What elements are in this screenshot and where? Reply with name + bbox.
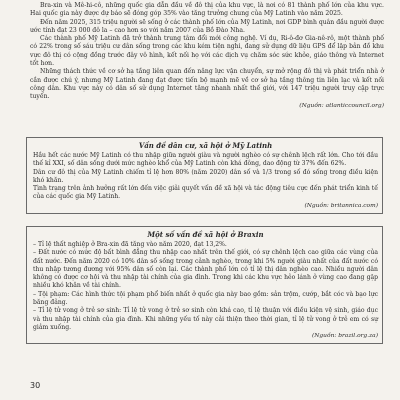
paragraph: Đến năm 2025, 315 triệu người sẽ sống ở các thành phố lớn của Mỹ Latinh, nơi GDP bình quân đầu người được ước tính đạt 23 000 đô la – cao hơn so với năm 2007 của Bồ Đào Nha.	[30, 18, 384, 34]
intro-section	[30, 2, 384, 110]
paragraph: – Tội phạm: Các hình thức tội phạm phổ biến nhất ở quốc gia này bao gồm: sản trộm, cướp, bắt cóc và bạo lực băng đảng.	[33, 290, 378, 307]
info-box-latin-america	[26, 137, 383, 214]
paragraph: Tình trạng trên ảnh hưởng rất lớn đến việc giải quyết vấn đề xã hội và tác động tiêu cực đến phát triển kinh tế của các quốc gia Mỹ Latinh.	[33, 185, 378, 201]
box-title: Vấn đề dân cư, xã hội ở Mỹ Latinh	[138, 141, 273, 150]
paragraph: – Đất nước có mức độ bất bình đẳng thu nhập cao nhất trên thế giới, có sự chênh lệch cao giữa các vùng của đất nước. Đến năm 2020 có 10% dân số sống trong cảnh nghèo, trong khi 5% người giàu nhất của đất nước có thu nhập tương đương với 95% dân số còn lại. Các thành phố lớn có tỉ lệ thị dân nghèo cao. Nhiều người dân không có được cơ hội và thu nhập tài chính của gia đình. Trong khi các khu vực hẻo lánh ở vùng cao đang gặp nhiều khó khăn về tài chính.	[33, 249, 378, 290]
info-box-brazil	[26, 226, 383, 344]
paragraph: – Tỉ lệ thất nghiệp ở Bra-xin đã tăng vào năm 2020, đạt 13,2%.	[33, 241, 227, 248]
source-citation: (Nguồn: atlanticcouncil.org)	[299, 102, 384, 109]
source-citation: (Nguồn: britannica.com)	[304, 202, 378, 209]
paragraph: Hầu hết các nước Mỹ Latinh có thu nhập giữa người giàu và người nghèo có sự chênh lệch rất lớn. Cho tới đầu thế kỉ XXI, số dân sống dưới mức nghèo khổ của Mỹ Latinh còn khá đông, dao động từ 37% đến 62%.	[33, 152, 378, 168]
paragraph: Những thách thức về cơ sở hạ tầng liên quan đến năng lực vận chuyển, sự mở rộng đô thị và phát triển nhà ở cần được chú ý, nhưng Mỹ Latinh đang đạt được tiến bộ mạnh mẽ về cơ sở hạ tầng thông tin liên lạc và kết nối công dân. Khu vực này có dân số sử dụng Internet tăng nhanh nhất thế giới, với 147 triệu người truy cập trực tuyến.	[30, 68, 384, 101]
box-title: Một số vấn đề xã hội ở Braxin	[147, 230, 264, 239]
paragraph: Dân cư đô thị của Mỹ Latinh chiếm tỉ lệ hơn 80% (năm 2020) dân số và 1/3 trong số đó sống trong điều kiện khó khăn.	[33, 168, 378, 184]
paragraph: – Tỉ lệ tử vong ở trẻ sơ sinh: Tỉ lệ tử vong ở trẻ sơ sinh còn khá cao, tỉ lệ thuận với điều kiện vệ sinh, giáo dục và thu nhập tài chính của gia đình. Khi những yếu tố này cải thiện theo thời gian, tỉ lệ tử vong ở trẻ em có sự giảm xuống.	[33, 307, 378, 331]
paragraph: Bra-xin và Mê-hi-cô, những quốc gia dẫn đầu về đô thị của khu vực, là nơi có 81 thành phố lớn của khu vực. Hai quốc gia này được dự báo sẽ đóng góp 35% vào tăng trưởng chung của Mỹ Latinh vào năm 2025.	[30, 2, 384, 18]
source-citation: (Nguồn: brazil.org.za)	[311, 333, 378, 340]
page-number: 30	[30, 381, 41, 390]
paragraph: Các thành phố Mỹ Latinh đã trở thành trung tâm đổi mới công nghệ. Ví dụ, Ri-ô-đơ Gia-nê-rô, một thành phố có 22% trong số sáu triệu cư dân sống trong các khu kém tiện nghi, đang sử dụng dữ liệu GPS để lập bản đồ khu vực đô thị có cộng đồng trước đây vô hình, kết nối họ với các dịch vụ chăm sóc sức khỏe, giáo thông và Internet tốt hơn.	[30, 35, 384, 68]
